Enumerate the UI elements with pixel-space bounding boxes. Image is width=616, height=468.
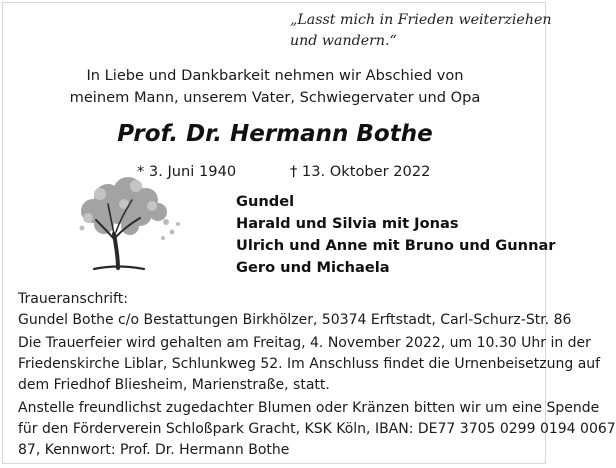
birth-date: * 3. Juni 1940 <box>137 163 237 180</box>
quote-line-1: „Lasst mich in Frieden weiterziehen <box>290 12 552 28</box>
deceased-name: Prof. Dr. Hermann Bothe <box>117 121 433 147</box>
family-member: Ulrich und Anne mit Bruno und Gunnar <box>236 237 556 254</box>
funeral-line: dem Friedhof Bliesheim, Marienstraße, statt. <box>18 377 330 393</box>
family-list <box>236 191 556 279</box>
family-member: Harald und Silvia mit Jonas <box>236 215 459 232</box>
family-member: Gero und Michaela <box>236 259 390 276</box>
intro-line-1: In Liebe und Dankbarkeit nehmen wir Abschied von <box>86 67 464 84</box>
funeral-details <box>18 333 601 396</box>
family-member: Gundel <box>236 193 295 210</box>
tree-illustration-icon <box>48 176 198 276</box>
intro-line-2: meinem Mann, unserem Vater, Schwiegervater und Opa <box>69 89 481 106</box>
donation-request <box>18 398 616 461</box>
donation-line: Anstelle freundlichst zugedachter Blumen oder Kränzen bitten wir um eine Spende <box>18 400 600 416</box>
donation-line: für den Förderverein Schloßpark Gracht, KSK Köln, IBAN: DE77 3705 0299 0194 0067 <box>18 421 616 437</box>
funeral-line: Friedenskirche Liblar, Schlunkweg 52. Im Anschluss findet die Urnenbeisetzung auf <box>18 356 601 372</box>
epigraph-quote <box>290 10 552 52</box>
address-line: Gundel Bothe c/o Bestattungen Birkhölzer, 50374 Erftstadt, Carl-Schurz-Str. 86 <box>18 312 572 328</box>
quote-line-2: und wandern.“ <box>290 33 397 49</box>
address-label: Traueranschrift: <box>18 291 128 307</box>
death-date: † 13. Oktober 2022 <box>290 163 431 180</box>
intro-text <box>0 65 550 109</box>
donation-line: 87, Kennwort: Prof. Dr. Hermann Bothe <box>18 442 290 458</box>
funeral-line: Die Trauerfeier wird gehalten am Freitag, 4. November 2022, um 10.30 Uhr in der <box>18 335 591 351</box>
mourning-address <box>18 289 572 331</box>
